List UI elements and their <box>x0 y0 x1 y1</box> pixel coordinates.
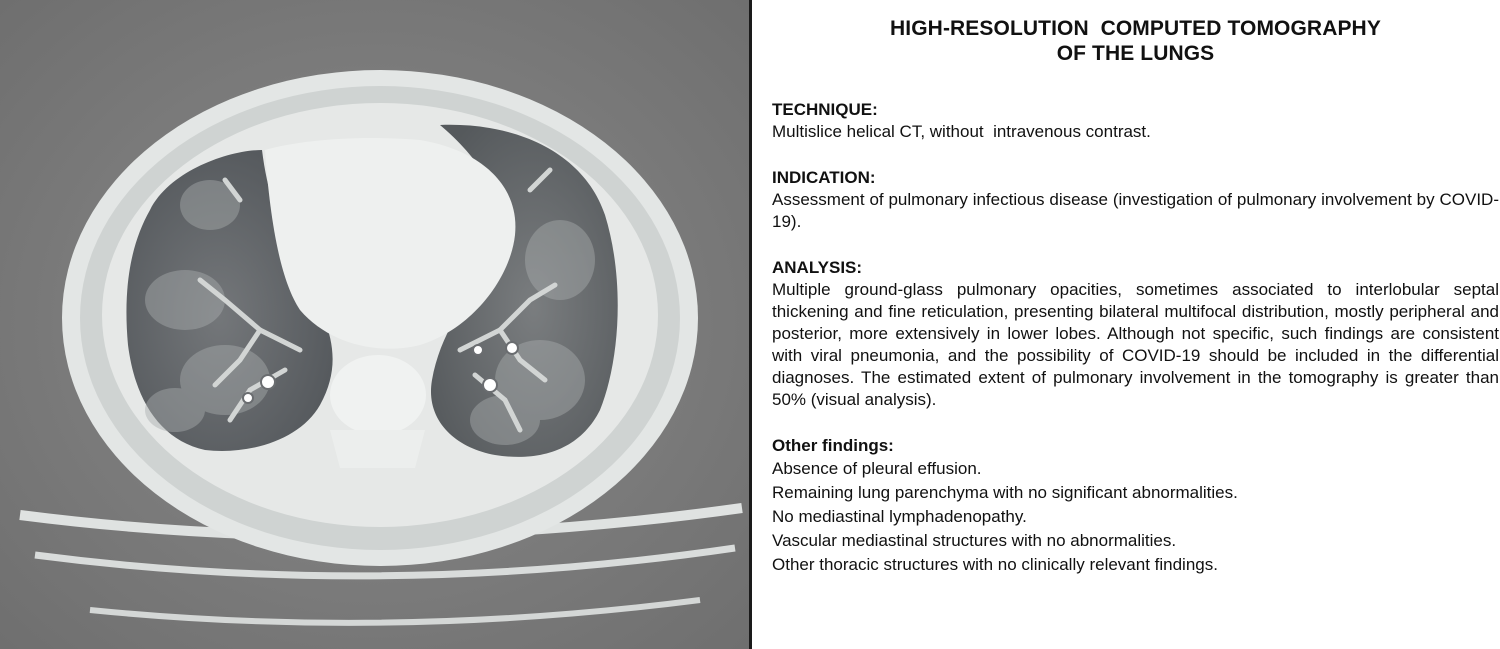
finding-item: Remaining lung parenchyma with no significant abnormalities. <box>772 483 1238 502</box>
indication-text: Assessment of pulmonary infectious disease (investigation of pulmonary involvement by COVID-19). <box>772 190 1499 231</box>
finding-item: Absence of pleural effusion. <box>772 459 982 478</box>
analysis-text: Multiple ground-glass pulmonary opacities, sometimes associated to interlobular septal thickening and fine reticulation, presenting bilateral multifocal distribution, mostly peripheral and posterior, more extensively in lower lobes. Although not specific, such findings are consistent with viral pneumonia, and the possibility of COVID-19 should be included in the differential diagnoses. The estimated extent of pulmonary involvement in the tomography is greater than 50% (visual analysis). <box>772 280 1499 409</box>
analysis-heading: ANALYSIS: <box>772 258 863 277</box>
report-title <box>772 16 1499 66</box>
technique-section <box>772 99 1499 143</box>
ct-scan-image <box>0 0 749 649</box>
radiology-report <box>772 16 1499 601</box>
panel-divider <box>749 0 752 649</box>
finding-item: Other thoracic structures with no clinically relevant findings. <box>772 555 1218 574</box>
spinal-process <box>330 430 425 468</box>
indication-heading: INDICATION: <box>772 168 876 187</box>
other-findings-list <box>772 457 1499 577</box>
report-title-line-2: OF THE LUNGS <box>1056 42 1215 65</box>
analysis-section <box>772 257 1499 411</box>
other-findings-section <box>772 435 1499 577</box>
vertebral-body <box>330 355 426 435</box>
finding-item: No mediastinal lymphadenopathy. <box>772 507 1027 526</box>
technique-heading: TECHNIQUE: <box>772 100 878 119</box>
indication-section <box>772 167 1499 233</box>
other-findings-heading: Other findings: <box>772 436 894 455</box>
technique-text: Multislice helical CT, without intravenous contrast. <box>772 122 1151 141</box>
finding-item: Vascular mediastinal structures with no abnormalities. <box>772 531 1177 550</box>
report-title-line-1: HIGH-RESOLUTION COMPUTED TOMOGRAPHY <box>890 17 1381 40</box>
ct-scan-svg <box>0 0 749 649</box>
